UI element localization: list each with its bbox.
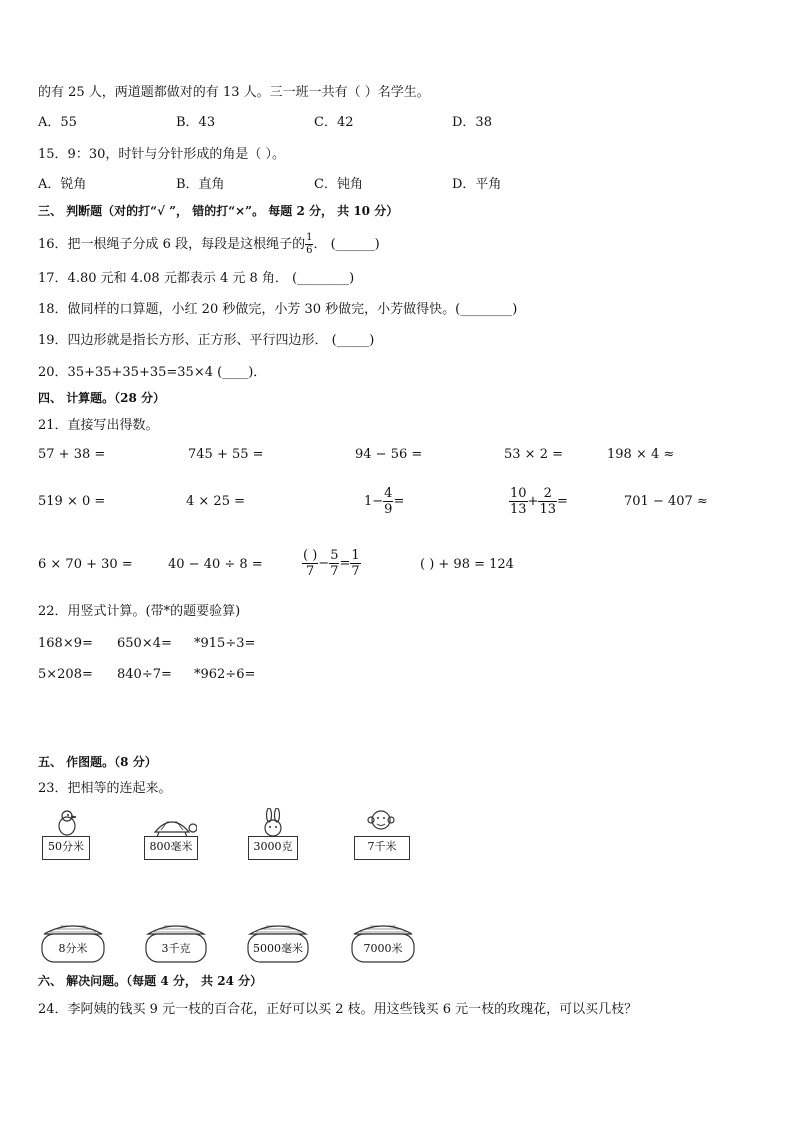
section-3-heading: 三、 判断题（对的打“√ ”， 错的打“×”。 每题 2 分， 共 10 分） — [38, 204, 399, 218]
turtle-icon — [147, 812, 197, 838]
q16-frac-den: 6 — [306, 245, 313, 256]
calc-21-13-frac3 — [350, 549, 360, 578]
calc-21-13-num1: ( ) — [303, 548, 318, 563]
calc-21-13-num2: 5 — [330, 548, 339, 563]
q15-option-b[interactable]: B．直角 — [176, 177, 225, 192]
match-top-sign-3[interactable] — [248, 836, 298, 860]
calc-21-13-eq: = — [339, 556, 351, 571]
calc-21-9-num1: 10 — [510, 486, 527, 501]
calc-22-5: 840÷7= — [117, 667, 172, 682]
q17-text: 17．4.80 元和 4.08 元都表示 4 元 8 角． (________) — [38, 271, 355, 286]
q16-text — [38, 232, 380, 258]
q15-option-a[interactable]: A．锐角 — [38, 177, 87, 192]
calc-21-8-num: 4 — [384, 486, 393, 501]
calc-21-7: 4 × 25 = — [186, 494, 245, 509]
calc-21-13-frac1 — [302, 549, 318, 578]
calc-21-13-num3: 1 — [351, 548, 360, 563]
calc-22-1: 168×9= — [38, 636, 93, 651]
match-top-sign-2[interactable] — [144, 836, 198, 860]
calc-21-1: 57 + 38 = — [38, 447, 106, 462]
q15-text: 15．9：30，时针与分针形成的角是（ ）。 — [38, 147, 285, 162]
match-top-sign-4[interactable] — [354, 836, 410, 860]
match-bottom-jar-3[interactable] — [244, 920, 312, 964]
calc-21-9-eq: = — [557, 494, 568, 509]
rabbit-icon — [258, 808, 288, 838]
calc-21-13-den1: 7 — [306, 564, 315, 579]
calc-22-4: 5×208= — [38, 667, 93, 682]
calc-21-13-den2: 7 — [330, 564, 339, 579]
q15-option-c[interactable]: C．钝角 — [314, 177, 363, 192]
calc-21-13 — [302, 544, 361, 584]
calc-21-3: 94 − 56 = — [355, 447, 423, 462]
q18-text: 18．做同样的口算题，小红 20 秒做完，小芳 30 秒做完，小芳做得快。(________) — [38, 302, 518, 317]
calc-21-9-frac2 — [538, 487, 557, 516]
section-5-heading: 五、 作图题。（8 分） — [38, 755, 157, 769]
q16-prefix: 16．把一根绳子分成 6 段，每段是这根绳子的 — [38, 237, 306, 252]
match-bottom-label-1: 8分米 — [58, 942, 88, 955]
q22-text: 22．用竖式计算。(带*的题要验算) — [38, 604, 241, 619]
q15-option-d[interactable]: D．平角 — [452, 177, 502, 192]
match-bottom-jar-2[interactable] — [142, 920, 210, 964]
q14-option-d[interactable]: D．38 — [452, 115, 492, 130]
section-4-heading: 四、 计算题。（28 分） — [38, 391, 166, 405]
calc-21-2: 745 + 55 = — [188, 447, 264, 462]
calc-21-9-den2: 13 — [539, 502, 556, 517]
q14-option-c[interactable]: C．42 — [314, 115, 354, 130]
calc-21-13-den3: 7 — [351, 564, 360, 579]
q23-text: 23．把相等的连起来。 — [38, 781, 172, 796]
calc-22-2: 650×4= — [117, 636, 172, 651]
calc-21-8-eq: = — [393, 494, 405, 509]
q16-frac-num: 1 — [306, 232, 313, 243]
q19-text: 19．四边形就是指长方形、正方形、平行四边形． (_____) — [38, 333, 375, 348]
match-bottom-jar-4[interactable] — [348, 920, 418, 964]
monkey-icon — [366, 806, 396, 838]
calc-21-8-den: 9 — [384, 502, 393, 517]
match-top-label-1: 50分米 — [48, 840, 84, 853]
match-top-label-4: 7千米 — [367, 840, 397, 853]
section-6-heading: 六、 解决问题。（每题 4 分， 共 24 分） — [38, 974, 263, 988]
match-bottom-label-3: 5000毫米 — [253, 942, 303, 955]
calc-22-6: *962÷6= — [194, 667, 256, 682]
q24-text: 24．李阿姨的钱买 9 元一枝的百合花，正好可以买 2 枝。用这些钱买 6 元一枝的玫瑰花，可以买几枝？ — [38, 1002, 638, 1017]
calc-21-9 — [509, 482, 568, 522]
q21-text: 21．直接写出得数。 — [38, 418, 159, 433]
calc-21-8-whole: 1− — [364, 494, 384, 509]
calc-21-11: 6 × 70 + 30 = — [38, 557, 133, 572]
calc-21-4: 53 × 2 = — [504, 447, 563, 462]
match-top-sign-1[interactable] — [42, 836, 90, 860]
q16-suffix: ． (______) — [313, 237, 380, 252]
q14-option-b[interactable]: B．43 — [176, 115, 216, 130]
q20-text: 20．35+35+35+35=35×4 (____)． — [38, 365, 267, 380]
calc-21-8-fraction — [383, 487, 393, 516]
match-top-label-3: 3000克 — [253, 840, 293, 853]
calc-21-6: 519 × 0 = — [38, 494, 106, 509]
calc-21-10: 701 − 407 ≈ — [624, 494, 708, 509]
calc-21-13-frac2 — [329, 549, 339, 578]
match-bottom-label-4: 7000米 — [363, 942, 403, 955]
q14-text: 的有 25 人，两道题都做对的有 13 人。三一班一共有（ ）名学生。 — [38, 85, 430, 100]
calc-21-9-num2: 2 — [538, 487, 557, 502]
q14-option-a[interactable]: A．55 — [38, 115, 77, 130]
calc-21-5: 198 × 4 ≈ — [607, 447, 675, 462]
calc-21-13-op: − — [318, 556, 330, 571]
calc-21-9-op: + — [527, 494, 539, 509]
bird-icon — [50, 808, 84, 838]
match-bottom-jar-1[interactable] — [38, 920, 108, 964]
calc-21-9-den1: 13 — [510, 502, 527, 517]
calc-22-3: *915÷3= — [194, 636, 256, 651]
match-top-label-2: 800毫米 — [149, 840, 193, 853]
calc-21-9-frac1 — [509, 487, 528, 516]
calc-21-14: ( ) + 98 = 124 — [420, 557, 514, 572]
calc-21-8 — [364, 482, 404, 522]
match-bottom-label-2: 3千克 — [161, 942, 191, 955]
calc-21-12: 40 − 40 ÷ 8 = — [168, 557, 263, 572]
